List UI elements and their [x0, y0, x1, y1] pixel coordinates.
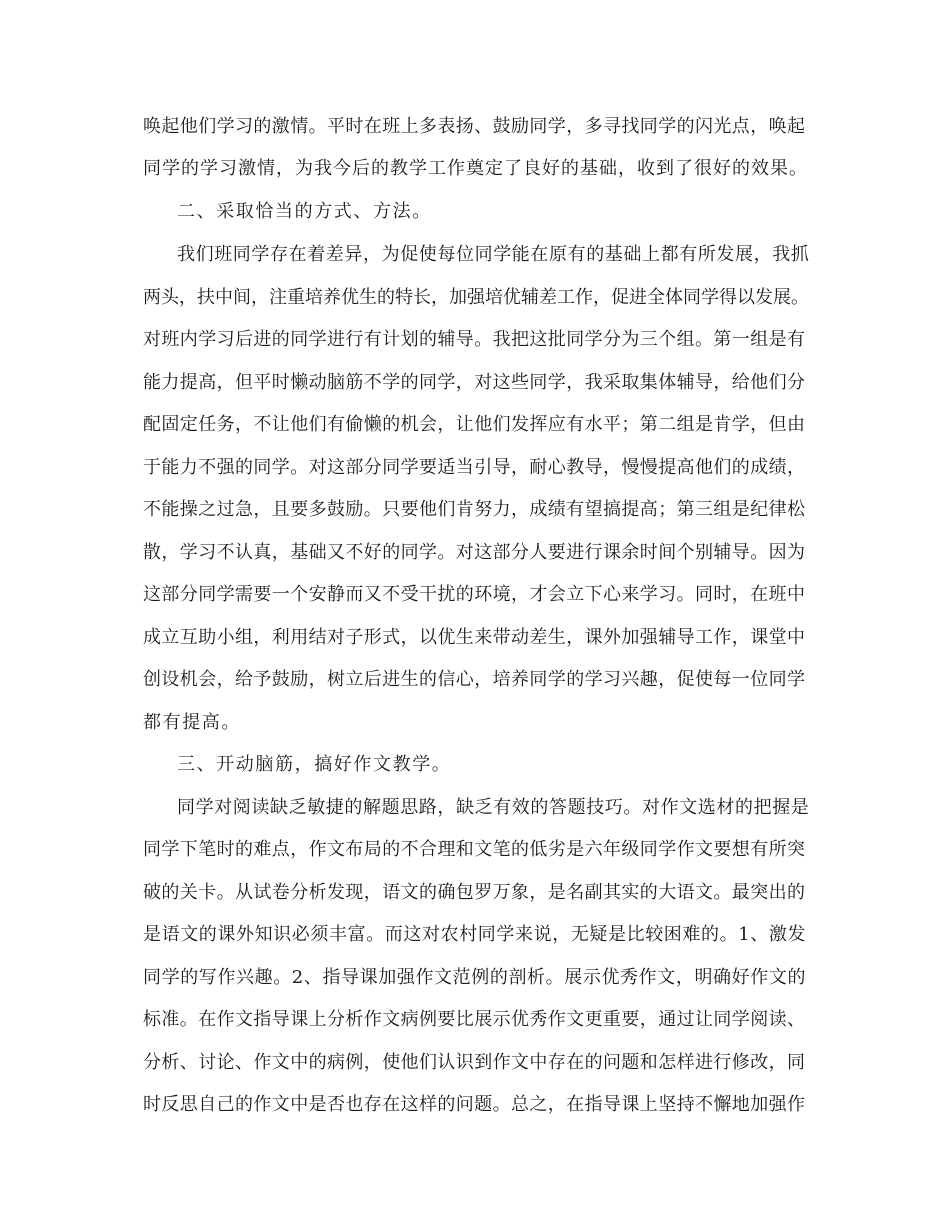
text-line: 破的关卡。从试卷分析发现，语文的确包罗万象，是名副其实的大语文。最突出的 [143, 882, 806, 903]
section-heading: 三、开动脑筋，搞好作文教学。 [177, 754, 452, 775]
text-line: 同学下笔时的难点，作文布局的不合理和文笔的低劣是六年级同学作文要想有所突 [143, 839, 806, 860]
text-line: 我们班同学存在着差异，为促使每位同学能在原有的基础上都有所发展，我抓 [177, 244, 810, 265]
text-line: 同学的学习激情，为我今后的教学工作奠定了良好的基础，收到了很好的效果。 [143, 158, 808, 179]
text-line: 两头，扶中间，注重培养优生的特长，加强培优辅差工作，促进全体同学得以发展。 [143, 287, 809, 308]
text-line: 对班内学习后进的同学进行有计划的辅导。我把这批同学分为三个组。第一组是有 [143, 329, 806, 350]
text-line: 散，学习不认真，基础又不好的同学。对这部分人要进行课余时间个别辅导。因为 [143, 542, 806, 563]
text-line: 这部分同学需要一个安静而又不受干扰的环境，才会立下心来学习。同时，在班中 [143, 584, 806, 605]
text-line: 不能操之过急，且要多鼓励。只要他们肯努力，成绩有望搞提高；第三组是纪律松 [143, 499, 806, 520]
text-line: 都有提高。 [143, 712, 241, 733]
text-line: 时反思自己的作文中是否也存在这样的问题。总之，在指导课上坚持不懈地加强作 [143, 1094, 806, 1115]
text-line: 于能力不强的同学。对这部分同学要适当引导，耐心教导，慢慢提高他们的成绩， [143, 457, 806, 478]
text-line: 配固定任务，不让他们有偷懒的机会，让他们发挥应有水平；第二组是肯学，但由 [143, 414, 806, 435]
text-line: 分析、讨论、作文中的病例，使他们认识到作文中存在的问题和怎样进行修改，同 [143, 1052, 806, 1073]
text-line: 成立互助小组，利用结对子形式，以优生来带动差生，课外加强辅导工作，课堂中 [143, 627, 806, 648]
text-line: 能力提高，但平时懒动脑筋不学的同学，对这些同学，我采取集体辅导，给他们分 [143, 372, 806, 393]
text-line: 唤起他们学习的激情。平时在班上多表扬、鼓励同学，多寻找同学的闪光点，唤起 [143, 116, 806, 137]
text-line: 标准。在作文指导课上分析作文病例要比展示优秀作文更重要，通过让同学阅读、 [143, 1009, 806, 1030]
text-line: 创设机会，给予鼓励，树立后进生的信心，培养同学的学习兴趣，促使每一位同学 [143, 669, 806, 690]
text-line: 是语文的课外知识必须丰富。而这对农村同学来说，无疑是比较困难的。1、激发 [143, 924, 807, 945]
section-heading: 二、采取恰当的方式、方法。 [177, 201, 432, 222]
text-line: 同学的写作兴趣。2、指导课加强作文范例的剖析。展示优秀作文，明确好作文的 [143, 967, 807, 988]
text-line: 同学对阅读缺乏敏捷的解题思路，缺乏有效的答题技巧。对作文选材的把握是 [177, 797, 810, 818]
